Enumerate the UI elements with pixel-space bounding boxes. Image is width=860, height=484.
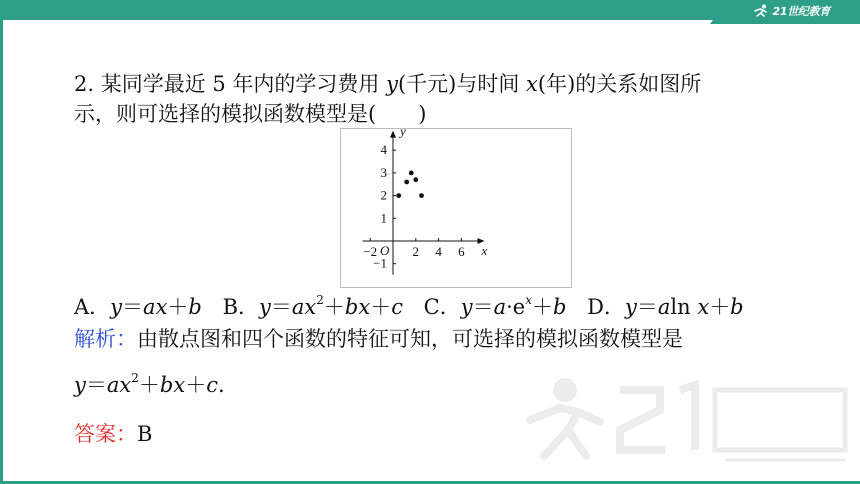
analysis-formula: $y=ax^2+bx+c$.: [74, 371, 225, 397]
origin-label: O: [380, 243, 390, 258]
option-c-label: C．: [423, 295, 461, 319]
question-line-1: [74, 71, 701, 97]
y-tick-label: 3: [380, 164, 387, 180]
analysis-text: 由散点图和四个函数的特征可知，可选择的模拟函数模型是: [137, 327, 683, 351]
question-unit-text: (千元)与时间: [397, 72, 527, 96]
scatter-point: [409, 171, 414, 176]
y-axis-arrow: [390, 131, 396, 138]
y-axis-label: y: [400, 129, 406, 139]
left-rule: [0, 20, 3, 484]
question-tail-text: (年)的关系如图所: [537, 72, 702, 96]
scatter-point: [396, 193, 401, 198]
y-tick-label: −1: [373, 255, 387, 271]
option-d[interactable]: D．y＝aln x＋b: [587, 295, 744, 319]
question-line-2: 示，则可选择的模拟函数模型是( ): [74, 102, 427, 126]
graph-axes: [363, 129, 488, 275]
x-tick-label: 2: [412, 244, 420, 259]
var-x: x: [526, 72, 538, 96]
runner-icon: [753, 4, 769, 18]
scatter-point: [419, 193, 424, 198]
graph-points: [396, 171, 424, 199]
question-number-text: 2. 某同学最近 5 年内的学习费用: [74, 72, 387, 96]
brand-logo: [753, 2, 830, 20]
scatter-point: [404, 180, 409, 185]
option-c[interactable]: C．$y=a\cdot e^x+b$: [423, 293, 567, 319]
watermark-logo: [520, 360, 860, 470]
scatter-point: [413, 177, 418, 182]
x-tick-label: 4: [435, 244, 442, 259]
y-tick-label: 1: [380, 210, 387, 226]
option-b-label: B．: [222, 295, 259, 319]
answer-value: B: [137, 422, 153, 446]
var-y: y: [386, 72, 398, 96]
analysis-line: [74, 326, 683, 352]
y-tick-label: 4: [380, 142, 387, 158]
x-axis-label: x: [481, 243, 488, 258]
scatter-plot-svg: [341, 129, 571, 287]
option-b[interactable]: B．$y=ax^2+bx+c$: [222, 293, 403, 319]
analysis-label: 解析：: [74, 327, 137, 351]
answer-options: [74, 294, 744, 320]
option-a-label: A．: [74, 295, 111, 319]
scatter-graph: [340, 128, 572, 288]
option-a[interactable]: A．y＝ax＋b: [74, 295, 202, 319]
answer-label: 答案：: [74, 422, 137, 446]
y-tick-label: 2: [380, 187, 387, 203]
x-tick-label: −2: [363, 244, 378, 259]
option-d-label: D．: [587, 295, 625, 319]
brand-logo-text: 21世纪教育: [772, 5, 830, 18]
answer-line: [74, 421, 152, 447]
x-tick-label: 6: [458, 244, 465, 259]
